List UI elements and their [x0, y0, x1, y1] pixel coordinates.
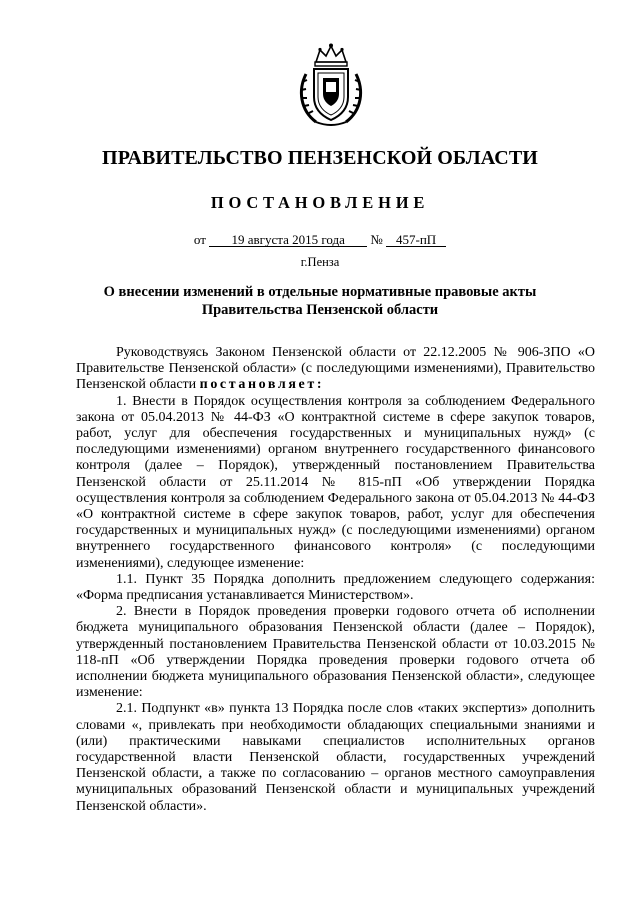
document-type: ПОСТАНОВЛЕНИЕ [210, 193, 430, 212]
number-prefix: № [370, 232, 383, 247]
document-number: 457-пП [386, 233, 446, 247]
item-2-1: 2.1. Подпункт «в» пункта 13 Порядка после слов «таких экспертиз» дополнить словами «, привлекать при необходимости обладающих специальными знаниями и (или) практическими навыками специалистов исполнительных органов государственной власти Пензенской области, государственных учреждений Пензенской области, а также по согласованию – органов местного самоуправления муниципальных образований Пензенской области и муниципальных учреждений Пензенской области». [76, 701, 595, 814]
subject-line-2: Правительства Пензенской области [201, 302, 439, 318]
item-2: 2. Внести в Порядок проведения проверки годового отчета об исполнении бюджета муниципального образования Пензенской области (далее – Порядок), утвержденный постановлением Правительства Пензенской области от 10.03.2015 № 118-пП «Об утверждении Порядка проведения проверки годового отчета об исполнении бюджета муниципального образования Пензенской области», следующее изменение: [76, 604, 595, 701]
document-body [76, 345, 595, 815]
resolves-word: постановляет [199, 377, 317, 393]
document-date: 19 августа 2015 года [209, 233, 367, 247]
item-1-1: 1.1. Пункт 35 Порядка дополнить предложением следующего содержания: «Форма предписания устанавливается Министерством». [76, 571, 595, 604]
preamble-text: Руководствуясь Законом Пензенской области от 22.12.2005 № 906-ЗПО «О Правительстве Пензенской области» (с последующими изменениями), Правительство Пензенской области [76, 345, 595, 393]
preamble-paragraph [76, 345, 595, 394]
document-subject [0, 283, 640, 319]
organization-title: ПРАВИТЕЛЬСТВО ПЕНЗЕНСКОЙ ОБЛАСТИ [102, 147, 538, 169]
penza-region-coat-of-arms-icon [296, 42, 366, 128]
date-prefix: от [193, 232, 206, 247]
resolves-colon: : [316, 377, 322, 393]
subject-line-1: О внесении изменений в отдельные нормативные правовые акты [103, 284, 537, 300]
item-1: 1. Внести в Порядок осуществления контроля за соблюдением Федерального закона от 05.04.2013 № 44-ФЗ «О контрактной системе в сфере закупок товаров, работ, услуг для обеспечения государственных и муниципальных нужд» (с последующими изменениями) органом внутреннего государственного финансового контроля (далее – Порядок), утвержденный постановлением Правительства Пензенской области от 25.11.2014 № 815-пП «Об утверждении Порядка осуществления контроля за соблюдением Федерального закона от 05.04.2013 № 44-ФЗ «О контрактной системе в сфере закупок товаров, работ, услуг для обеспечения государственных и муниципальных нужд» (с последующими изменениями) органом внутреннего государственного финансового контроля» (с последующими изменениями), следующее изменение: [76, 393, 595, 571]
city: г.Пенза [300, 255, 340, 269]
date-number-line [0, 232, 640, 248]
